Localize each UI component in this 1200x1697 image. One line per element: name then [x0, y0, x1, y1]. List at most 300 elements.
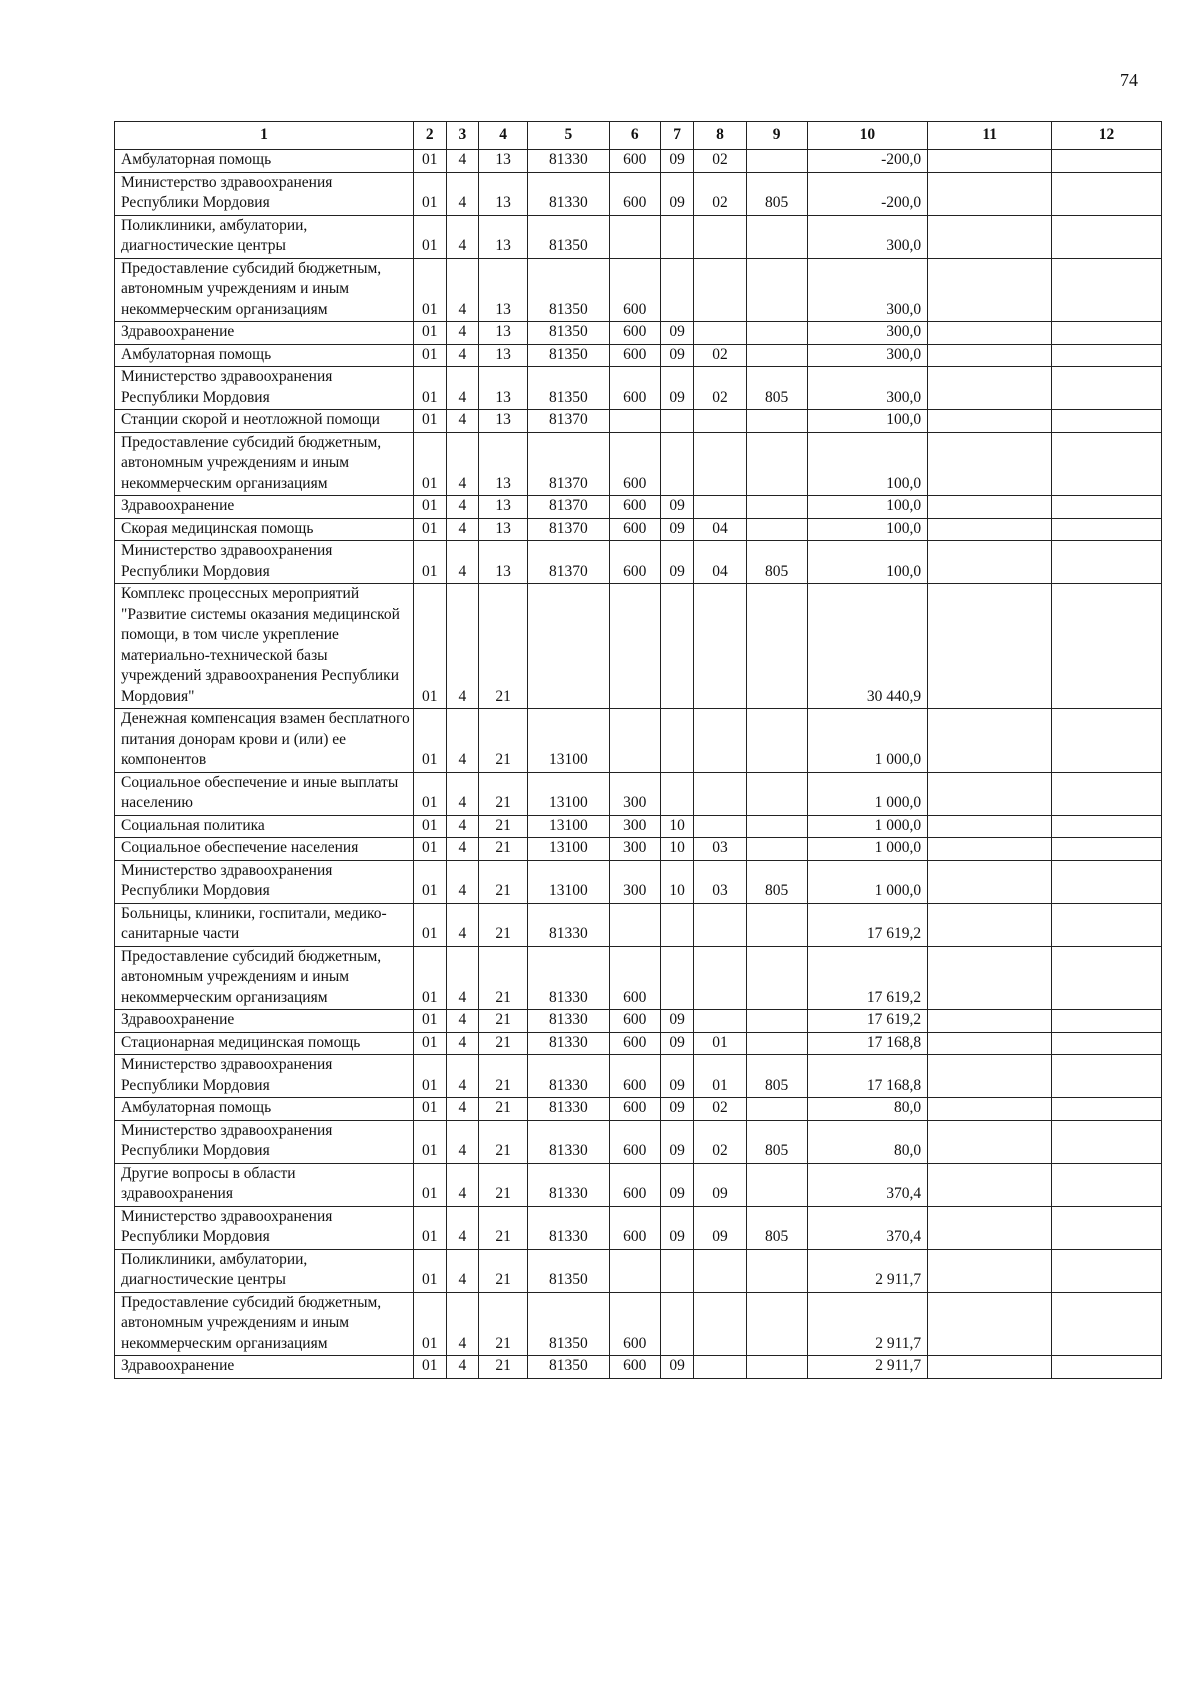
col8-cell: [694, 772, 746, 815]
col12-cell: [1052, 1356, 1162, 1379]
table-row: [115, 903, 1162, 946]
col12-cell: [1052, 838, 1162, 861]
col5-cell: 81370: [528, 518, 610, 541]
col11-cell: [928, 150, 1052, 173]
table-row: [115, 172, 1162, 215]
col4-cell: 21: [479, 584, 528, 709]
amount-cell: 2 911,7: [807, 1356, 928, 1379]
amount-cell: 370,4: [807, 1163, 928, 1206]
col5-cell: 81350: [528, 344, 610, 367]
col7-cell: [660, 772, 694, 815]
col2-cell: 01: [413, 584, 446, 709]
amount-cell: 100,0: [807, 496, 928, 519]
col11-cell: [928, 541, 1052, 584]
col7-cell: 09: [660, 496, 694, 519]
col5-cell: 81350: [528, 1356, 610, 1379]
col9-cell: [746, 1032, 807, 1055]
col5-cell: 81330: [528, 172, 610, 215]
amount-cell: 1 000,0: [807, 772, 928, 815]
col4-cell: 13: [479, 172, 528, 215]
col12-cell: [1052, 772, 1162, 815]
col11-cell: [928, 1292, 1052, 1356]
amount-cell: 17 619,2: [807, 903, 928, 946]
col7-cell: 09: [660, 322, 694, 345]
col5-cell: 81370: [528, 432, 610, 496]
col9-cell: [746, 496, 807, 519]
table-row: [115, 1356, 1162, 1379]
col8-cell: [694, 258, 746, 322]
amount-cell: 300,0: [807, 258, 928, 322]
col7-cell: 10: [660, 815, 694, 838]
col2-cell: 01: [413, 946, 446, 1010]
amount-cell: -200,0: [807, 172, 928, 215]
amount-cell: 300,0: [807, 215, 928, 258]
col2-cell: 01: [413, 860, 446, 903]
row-name-cell: Поликлиники, амбулатории, диагностические центры: [115, 1249, 414, 1292]
row-name-cell: Амбулаторная помощь: [115, 344, 414, 367]
col12-cell: [1052, 815, 1162, 838]
col9-cell: [746, 258, 807, 322]
col3-cell: 4: [446, 772, 479, 815]
col7-cell: [660, 258, 694, 322]
col11-cell: [928, 860, 1052, 903]
col6-cell: 600: [609, 1098, 660, 1121]
row-name-cell: Министерство здравоохранения Республики Мордовия: [115, 172, 414, 215]
amount-cell: 17 168,8: [807, 1032, 928, 1055]
row-name-cell: Станции скорой и неотложной помощи: [115, 410, 414, 433]
col9-cell: [746, 709, 807, 773]
col2-cell: 01: [413, 709, 446, 773]
col3-cell: 4: [446, 1206, 479, 1249]
col4-cell: 21: [479, 1163, 528, 1206]
col3-cell: 4: [446, 1356, 479, 1379]
col7-cell: [660, 432, 694, 496]
col7-cell: 09: [660, 1120, 694, 1163]
col5-cell: 81330: [528, 1098, 610, 1121]
col7-cell: [660, 709, 694, 773]
col5-cell: 81370: [528, 410, 610, 433]
col8-cell: 02: [694, 344, 746, 367]
col11-cell: [928, 1010, 1052, 1033]
table-row: [115, 518, 1162, 541]
table-row: [115, 367, 1162, 410]
col6-cell: 600: [609, 1206, 660, 1249]
col12-cell: [1052, 1206, 1162, 1249]
col9-cell: 805: [746, 860, 807, 903]
table-row: [115, 1120, 1162, 1163]
col12-cell: [1052, 584, 1162, 709]
col11-cell: [928, 815, 1052, 838]
col7-cell: 09: [660, 1032, 694, 1055]
col6-cell: [609, 215, 660, 258]
col8-cell: 04: [694, 541, 746, 584]
row-name-cell: Министерство здравоохранения Республики Мордовия: [115, 1055, 414, 1098]
col9-cell: [746, 518, 807, 541]
table-row: [115, 1163, 1162, 1206]
column-header: 7: [660, 122, 694, 150]
col7-cell: 09: [660, 1356, 694, 1379]
col6-cell: 600: [609, 367, 660, 410]
col3-cell: 4: [446, 541, 479, 584]
page-number: 74: [1120, 70, 1138, 90]
col5-cell: 81350: [528, 258, 610, 322]
col3-cell: 4: [446, 258, 479, 322]
col5-cell: 13100: [528, 860, 610, 903]
row-name-cell: Стационарная медицинская помощь: [115, 1032, 414, 1055]
col7-cell: 09: [660, 344, 694, 367]
col4-cell: 21: [479, 772, 528, 815]
col7-cell: [660, 1292, 694, 1356]
column-header: 4: [479, 122, 528, 150]
col12-cell: [1052, 1120, 1162, 1163]
col4-cell: 13: [479, 150, 528, 173]
col3-cell: 4: [446, 860, 479, 903]
column-header: 6: [609, 122, 660, 150]
col3-cell: 4: [446, 410, 479, 433]
col12-cell: [1052, 432, 1162, 496]
col6-cell: [609, 410, 660, 433]
col6-cell: 600: [609, 1292, 660, 1356]
table-row: [115, 772, 1162, 815]
row-name-cell: Амбулаторная помощь: [115, 150, 414, 173]
col8-cell: 09: [694, 1163, 746, 1206]
col8-cell: 09: [694, 1206, 746, 1249]
table-row: [115, 1032, 1162, 1055]
col8-cell: [694, 496, 746, 519]
budget-table: [114, 121, 1162, 1379]
row-name-cell: Предоставление субсидий бюджетным, автономным учреждениям и иным некоммерческим организациям: [115, 258, 414, 322]
col12-cell: [1052, 172, 1162, 215]
row-name-cell: Другие вопросы в области здравоохранения: [115, 1163, 414, 1206]
col12-cell: [1052, 410, 1162, 433]
col4-cell: 13: [479, 518, 528, 541]
col4-cell: 21: [479, 1292, 528, 1356]
col8-cell: 02: [694, 172, 746, 215]
col9-cell: [746, 410, 807, 433]
col12-cell: [1052, 709, 1162, 773]
col8-cell: [694, 1292, 746, 1356]
col9-cell: [746, 215, 807, 258]
col7-cell: 10: [660, 838, 694, 861]
table-row: [115, 410, 1162, 433]
table-row: [115, 709, 1162, 773]
col2-cell: 01: [413, 1292, 446, 1356]
col5-cell: 81350: [528, 1292, 610, 1356]
col3-cell: 4: [446, 1292, 479, 1356]
col5-cell: 81330: [528, 903, 610, 946]
col6-cell: 600: [609, 1032, 660, 1055]
table-row: [115, 584, 1162, 709]
col11-cell: [928, 518, 1052, 541]
col2-cell: 01: [413, 903, 446, 946]
table-row: [115, 1292, 1162, 1356]
row-name-cell: Денежная компенсация взамен бесплатного питания донорам крови и (или) ее компонентов: [115, 709, 414, 773]
table-row: [115, 150, 1162, 173]
col9-cell: 805: [746, 172, 807, 215]
col7-cell: 09: [660, 1010, 694, 1033]
col5-cell: 81330: [528, 1032, 610, 1055]
col3-cell: 4: [446, 1055, 479, 1098]
amount-cell: 300,0: [807, 367, 928, 410]
col4-cell: 21: [479, 903, 528, 946]
amount-cell: 100,0: [807, 518, 928, 541]
col5-cell: 81330: [528, 1010, 610, 1033]
col3-cell: 4: [446, 1249, 479, 1292]
col3-cell: 4: [446, 496, 479, 519]
col5-cell: 13100: [528, 815, 610, 838]
col9-cell: [746, 1010, 807, 1033]
col2-cell: 01: [413, 432, 446, 496]
table-row: [115, 541, 1162, 584]
col3-cell: 4: [446, 838, 479, 861]
row-name-cell: Здравоохранение: [115, 496, 414, 519]
col3-cell: 4: [446, 1098, 479, 1121]
table-row: [115, 344, 1162, 367]
col12-cell: [1052, 903, 1162, 946]
col6-cell: 600: [609, 1163, 660, 1206]
col3-cell: 4: [446, 946, 479, 1010]
col3-cell: 4: [446, 1120, 479, 1163]
col2-cell: 01: [413, 772, 446, 815]
row-name-cell: Предоставление субсидий бюджетным, автономным учреждениям и иным некоммерческим организациям: [115, 1292, 414, 1356]
col8-cell: 02: [694, 150, 746, 173]
table-row: [115, 1010, 1162, 1033]
col8-cell: 04: [694, 518, 746, 541]
col8-cell: 01: [694, 1055, 746, 1098]
amount-cell: 80,0: [807, 1120, 928, 1163]
col2-cell: 01: [413, 518, 446, 541]
col8-cell: [694, 815, 746, 838]
col6-cell: 300: [609, 838, 660, 861]
col8-cell: [694, 1249, 746, 1292]
row-name-cell: Социальное обеспечение населения: [115, 838, 414, 861]
col6-cell: 300: [609, 772, 660, 815]
col12-cell: [1052, 1098, 1162, 1121]
col12-cell: [1052, 215, 1162, 258]
col5-cell: 81330: [528, 150, 610, 173]
col6-cell: [609, 903, 660, 946]
col11-cell: [928, 410, 1052, 433]
col12-cell: [1052, 496, 1162, 519]
amount-cell: 1 000,0: [807, 709, 928, 773]
col5-cell: 81330: [528, 946, 610, 1010]
row-name-cell: Здравоохранение: [115, 1010, 414, 1033]
table-row: [115, 496, 1162, 519]
amount-cell: 370,4: [807, 1206, 928, 1249]
row-name-cell: Амбулаторная помощь: [115, 1098, 414, 1121]
col8-cell: [694, 215, 746, 258]
col5-cell: 81350: [528, 1249, 610, 1292]
col4-cell: 13: [479, 541, 528, 584]
col3-cell: 4: [446, 584, 479, 709]
column-header: 3: [446, 122, 479, 150]
col2-cell: 01: [413, 1098, 446, 1121]
table-row: [115, 1055, 1162, 1098]
amount-cell: 17 619,2: [807, 946, 928, 1010]
col12-cell: [1052, 1292, 1162, 1356]
col6-cell: 600: [609, 1055, 660, 1098]
amount-cell: 17 168,8: [807, 1055, 928, 1098]
table-row: [115, 815, 1162, 838]
table-row: [115, 322, 1162, 345]
amount-cell: 30 440,9: [807, 584, 928, 709]
col8-cell: 03: [694, 838, 746, 861]
col6-cell: 300: [609, 860, 660, 903]
col8-cell: [694, 432, 746, 496]
col11-cell: [928, 1032, 1052, 1055]
col11-cell: [928, 709, 1052, 773]
col12-cell: [1052, 1055, 1162, 1098]
col12-cell: [1052, 541, 1162, 584]
col4-cell: 13: [479, 367, 528, 410]
row-name-cell: Здравоохранение: [115, 322, 414, 345]
col4-cell: 21: [479, 1010, 528, 1033]
col2-cell: 01: [413, 1055, 446, 1098]
col11-cell: [928, 432, 1052, 496]
col7-cell: [660, 584, 694, 709]
row-name-cell: Министерство здравоохранения Республики Мордовия: [115, 860, 414, 903]
col9-cell: [746, 903, 807, 946]
col2-cell: 01: [413, 838, 446, 861]
col6-cell: 600: [609, 172, 660, 215]
amount-cell: 300,0: [807, 344, 928, 367]
col2-cell: 01: [413, 367, 446, 410]
col6-cell: [609, 1249, 660, 1292]
col6-cell: [609, 709, 660, 773]
col4-cell: 13: [479, 322, 528, 345]
col3-cell: 4: [446, 1032, 479, 1055]
column-header: 8: [694, 122, 746, 150]
col9-cell: [746, 815, 807, 838]
col5-cell: 81330: [528, 1163, 610, 1206]
col5-cell: 81370: [528, 541, 610, 584]
col12-cell: [1052, 1163, 1162, 1206]
col11-cell: [928, 946, 1052, 1010]
col2-cell: 01: [413, 541, 446, 584]
table-row: [115, 258, 1162, 322]
col5-cell: 13100: [528, 838, 610, 861]
col11-cell: [928, 1356, 1052, 1379]
col7-cell: 09: [660, 1206, 694, 1249]
col8-cell: [694, 1010, 746, 1033]
col11-cell: [928, 584, 1052, 709]
col11-cell: [928, 496, 1052, 519]
col12-cell: [1052, 322, 1162, 345]
table-row: [115, 1098, 1162, 1121]
header-row: [115, 122, 1162, 150]
col4-cell: 21: [479, 1356, 528, 1379]
col8-cell: [694, 946, 746, 1010]
col4-cell: 21: [479, 860, 528, 903]
col2-cell: 01: [413, 322, 446, 345]
col2-cell: 01: [413, 1163, 446, 1206]
col3-cell: 4: [446, 1010, 479, 1033]
col9-cell: [746, 946, 807, 1010]
col8-cell: 02: [694, 1098, 746, 1121]
col8-cell: 02: [694, 1120, 746, 1163]
table-row: [115, 1249, 1162, 1292]
col7-cell: 10: [660, 860, 694, 903]
col7-cell: [660, 946, 694, 1010]
table-row: [115, 946, 1162, 1010]
col4-cell: 13: [479, 215, 528, 258]
col2-cell: 01: [413, 1249, 446, 1292]
col5-cell: 81330: [528, 1206, 610, 1249]
col4-cell: 21: [479, 1249, 528, 1292]
col4-cell: 13: [479, 410, 528, 433]
col5-cell: 81350: [528, 322, 610, 345]
col11-cell: [928, 1055, 1052, 1098]
col2-cell: 01: [413, 150, 446, 173]
table-row: [115, 215, 1162, 258]
col12-cell: [1052, 1010, 1162, 1033]
table-row: [115, 838, 1162, 861]
col7-cell: 09: [660, 1163, 694, 1206]
col9-cell: 805: [746, 1055, 807, 1098]
col4-cell: 13: [479, 432, 528, 496]
col12-cell: [1052, 258, 1162, 322]
col4-cell: 21: [479, 1120, 528, 1163]
col7-cell: [660, 903, 694, 946]
col11-cell: [928, 1249, 1052, 1292]
col11-cell: [928, 1120, 1052, 1163]
col6-cell: 600: [609, 150, 660, 173]
col9-cell: [746, 1098, 807, 1121]
col3-cell: 4: [446, 432, 479, 496]
column-header: 1: [115, 122, 414, 150]
amount-cell: 100,0: [807, 432, 928, 496]
col11-cell: [928, 367, 1052, 410]
col8-cell: [694, 903, 746, 946]
row-name-cell: Предоставление субсидий бюджетным, автономным учреждениям и иным некоммерческим организациям: [115, 946, 414, 1010]
col11-cell: [928, 838, 1052, 861]
column-header: 9: [746, 122, 807, 150]
col3-cell: 4: [446, 150, 479, 173]
row-name-cell: Поликлиники, амбулатории, диагностические центры: [115, 215, 414, 258]
col3-cell: 4: [446, 322, 479, 345]
amount-cell: 1 000,0: [807, 815, 928, 838]
col3-cell: 4: [446, 367, 479, 410]
col11-cell: [928, 772, 1052, 815]
col3-cell: 4: [446, 518, 479, 541]
col7-cell: 09: [660, 541, 694, 584]
amount-cell: 2 911,7: [807, 1292, 928, 1356]
col6-cell: 600: [609, 1010, 660, 1033]
amount-cell: 100,0: [807, 410, 928, 433]
col11-cell: [928, 1163, 1052, 1206]
table-body: [115, 122, 1162, 1379]
col9-cell: [746, 432, 807, 496]
col4-cell: 13: [479, 344, 528, 367]
col3-cell: 4: [446, 1163, 479, 1206]
col11-cell: [928, 344, 1052, 367]
col8-cell: [694, 1356, 746, 1379]
table-row: [115, 860, 1162, 903]
col5-cell: 13100: [528, 709, 610, 773]
col8-cell: [694, 709, 746, 773]
col8-cell: [694, 584, 746, 709]
col9-cell: 805: [746, 541, 807, 584]
col9-cell: [746, 1163, 807, 1206]
col12-cell: [1052, 518, 1162, 541]
amount-cell: 300,0: [807, 322, 928, 345]
col12-cell: [1052, 150, 1162, 173]
col2-cell: 01: [413, 410, 446, 433]
col4-cell: 13: [479, 496, 528, 519]
col9-cell: 805: [746, 367, 807, 410]
row-name-cell: Больницы, клиники, госпитали, медико-санитарные части: [115, 903, 414, 946]
col11-cell: [928, 1098, 1052, 1121]
